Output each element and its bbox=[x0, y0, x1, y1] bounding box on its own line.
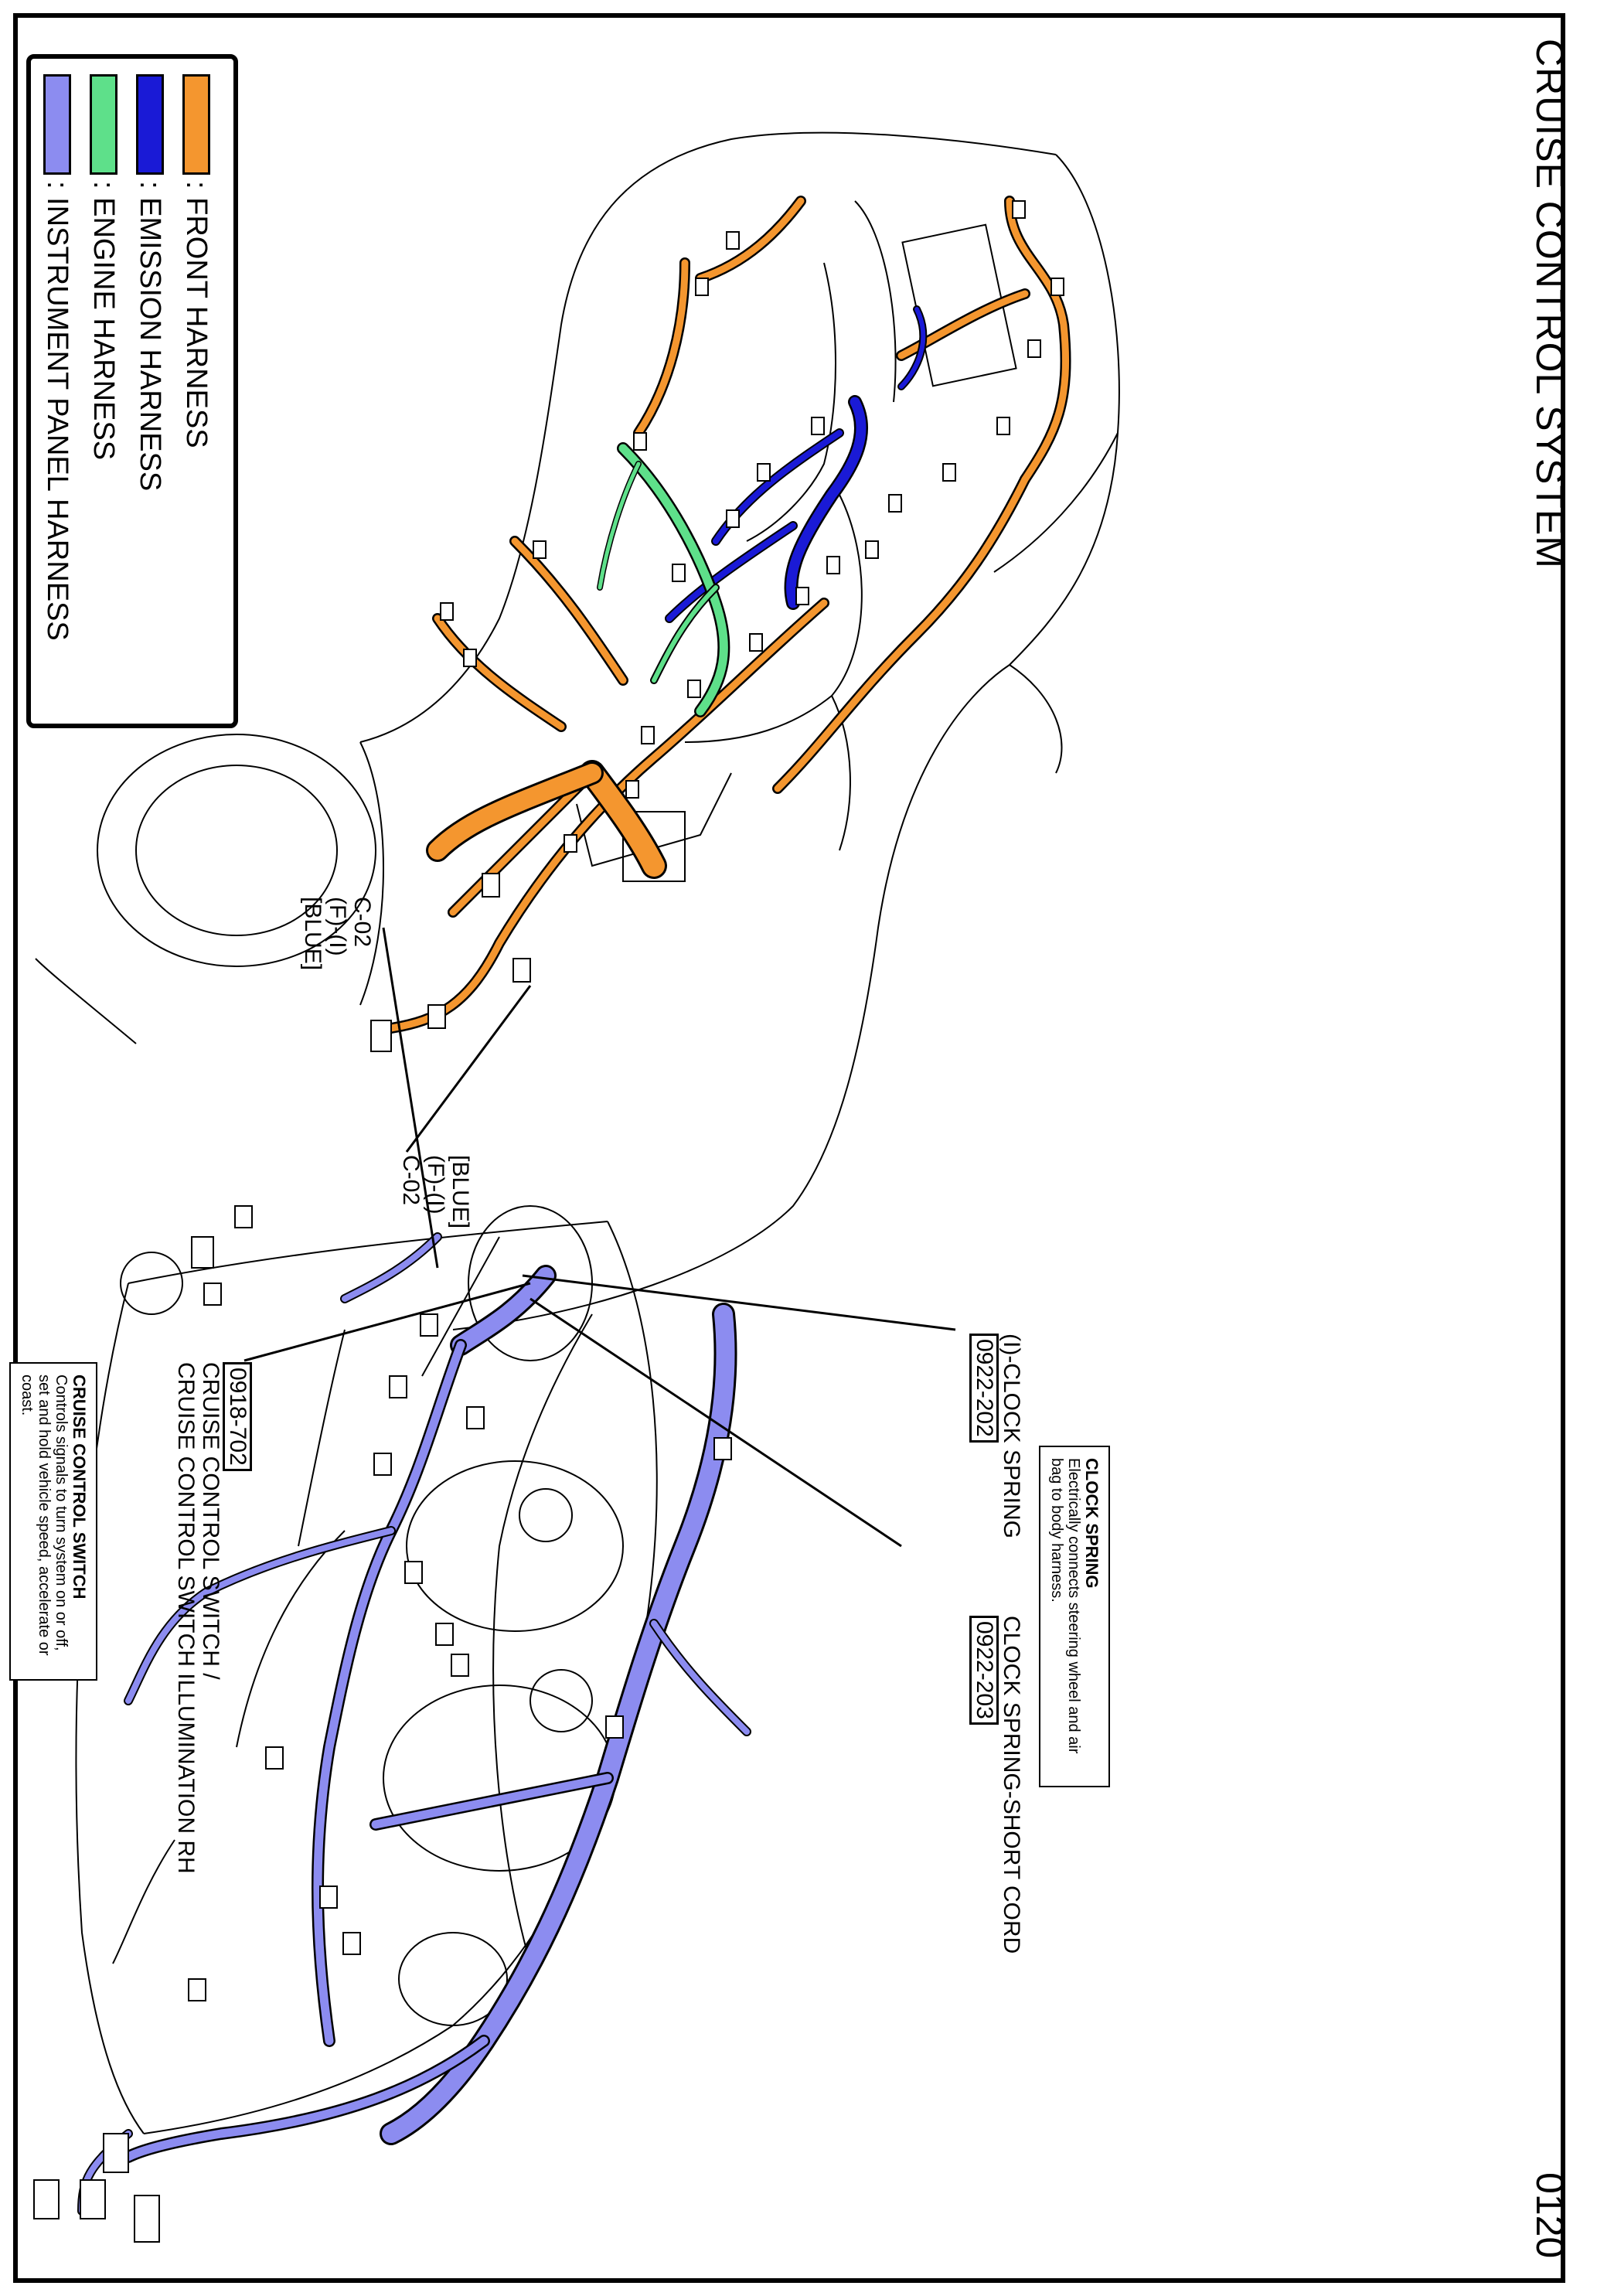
front-harness bbox=[391, 201, 1066, 1028]
legend-label-engine: : ENGINE HARNESS bbox=[87, 181, 121, 461]
legend-label-front: : FRONT HARNESS bbox=[180, 181, 213, 448]
legend-item-front bbox=[173, 74, 220, 708]
dashboard-outline bbox=[77, 1206, 657, 2134]
note-cruise-switch-title: CRUISE CONTROL SWITCH bbox=[70, 1375, 89, 1599]
page-number: 0120 bbox=[1528, 2172, 1571, 2259]
callout-c02-dash-id: C-02 bbox=[349, 897, 375, 948]
legend-swatch-engine bbox=[90, 74, 117, 175]
callout-c02-engine-pins: (F)-(I) bbox=[423, 1155, 448, 1214]
legend-label-instrument: : INSTRUMENT PANEL HARNESS bbox=[41, 181, 74, 641]
note-clock-spring-title: CLOCK SPRING bbox=[1082, 1458, 1102, 1589]
callout-clock-spring-label: (I)-CLOCK SPRING bbox=[999, 1334, 1024, 1539]
legend-item-engine bbox=[80, 74, 127, 708]
callout-c02-engine-id: C-02 bbox=[398, 1155, 424, 1206]
callout-c02-engine bbox=[398, 1155, 472, 1228]
legend-swatch-instrument bbox=[43, 74, 71, 175]
legend-label-emission: : EMISSION HARNESS bbox=[134, 181, 167, 492]
callout-c02-dash-color: [BLUE] bbox=[300, 897, 325, 971]
callout-clock-spring-short-label: CLOCK SPRING-SHORT CORD bbox=[999, 1616, 1024, 1954]
callout-cruise-switch-line2: CRUISE CONTROL SWITCH ILLUMINATION RH bbox=[173, 1362, 199, 1874]
callout-c02-dash-pins: (F)-(I) bbox=[325, 897, 350, 956]
note-cruise-switch bbox=[9, 1362, 97, 1681]
callout-clock-spring-short bbox=[969, 1616, 1023, 1954]
legend-swatch-front bbox=[182, 74, 210, 175]
callout-cruise-switch bbox=[173, 1362, 252, 1874]
page-title: CRUISE CONTROL SYSTEM bbox=[1528, 39, 1571, 569]
note-clock-spring-body: Electrically connects steering wheel and air bag to body harness. bbox=[1048, 1458, 1082, 1754]
legend-item-instrument bbox=[34, 74, 80, 708]
callout-cruise-switch-line1: CRUISE CONTROL SWITCH / bbox=[198, 1362, 223, 1680]
legend-item-emission bbox=[127, 74, 173, 708]
callout-c02-dash bbox=[300, 897, 374, 970]
wheel-arch bbox=[36, 734, 383, 1044]
note-clock-spring bbox=[1039, 1446, 1110, 1787]
legend-swatch-emission bbox=[136, 74, 164, 175]
callout-cruise-switch-code: 0918-702 bbox=[223, 1362, 252, 1471]
callout-clock-spring-short-code: 0922-203 bbox=[969, 1616, 999, 1725]
engine-bay-outline bbox=[360, 133, 1119, 1330]
callout-clock-spring-code: 0922-202 bbox=[969, 1334, 999, 1443]
callout-clock-spring bbox=[969, 1334, 1023, 1538]
harness-legend bbox=[26, 54, 238, 728]
callout-c02-engine-color: [BLUE] bbox=[448, 1155, 473, 1229]
leader-lines bbox=[244, 928, 955, 1546]
note-cruise-switch-body: Controls signals to turn system on or off, set and hold vehicle speed, accelerate or coast. bbox=[19, 1375, 70, 1656]
